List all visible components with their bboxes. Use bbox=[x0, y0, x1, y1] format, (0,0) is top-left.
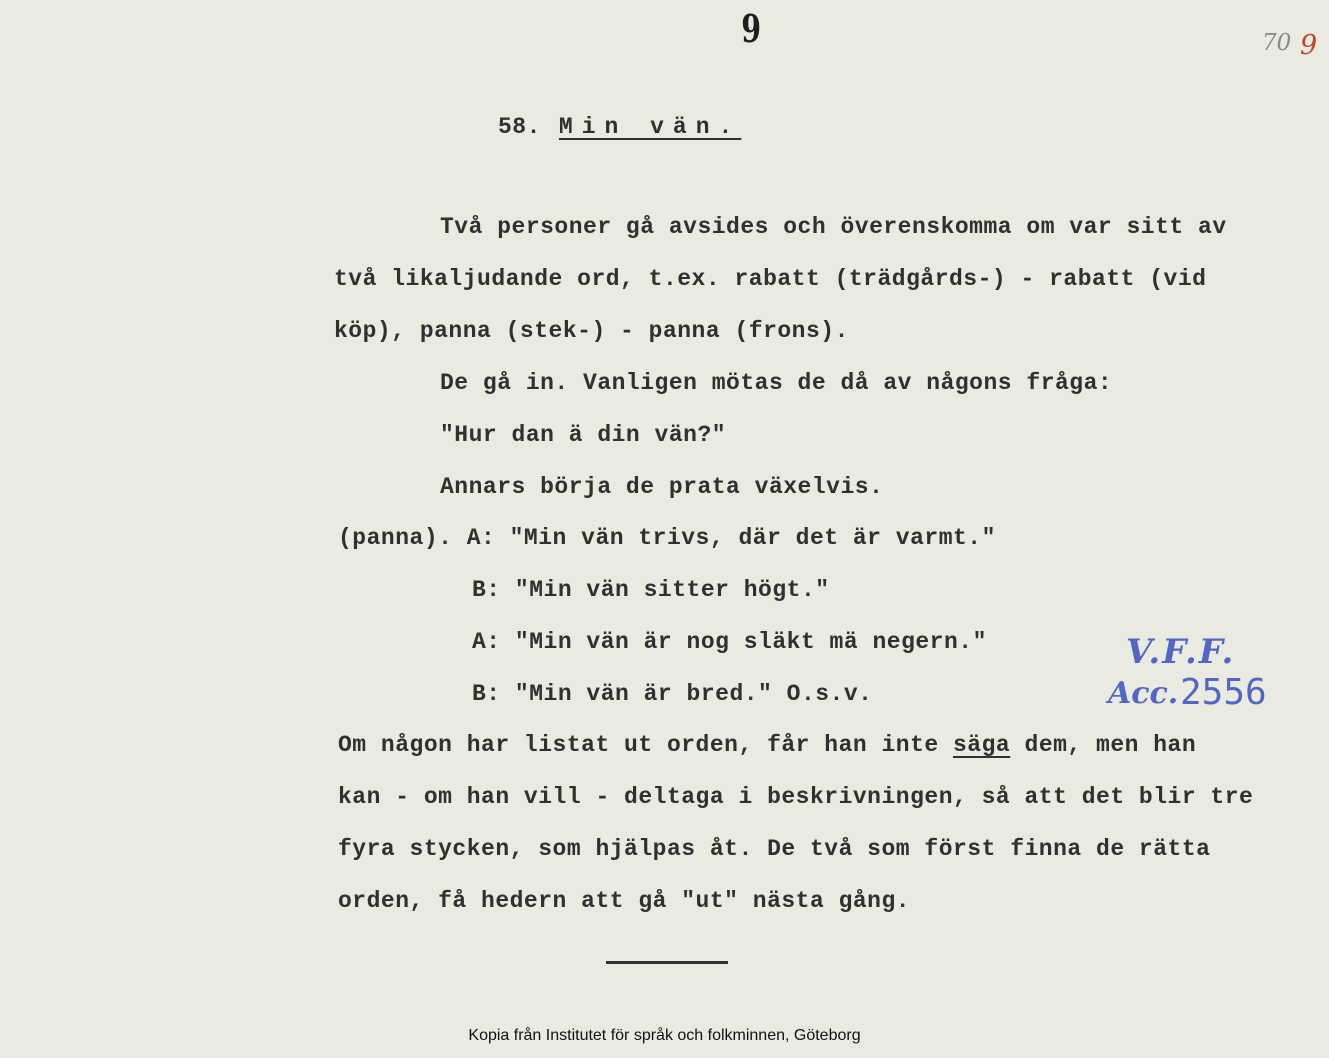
paragraph-2: De gå in. Vanligen mötas de då av någons fråga: bbox=[440, 370, 1113, 396]
paragraph-3-quote: "Hur dan ä din vän?" bbox=[440, 422, 727, 448]
dialogue-line-1: (panna). A: "Min vän trivs, där det är varmt." bbox=[338, 525, 996, 551]
paragraph-1-line-3: köp), panna (stek-) - panna (frons). bbox=[334, 318, 849, 344]
paragraph-1-line-2: två likaljudande ord, t.ex. rabatt (trädgårds-) - rabatt (vid bbox=[334, 266, 1207, 292]
dialogue-line-4: B: "Min vän är bred." O.s.v. bbox=[472, 681, 873, 707]
stamp-initials: V.F.F. bbox=[1126, 632, 1236, 672]
paragraph-5-line-1 bbox=[338, 732, 1196, 758]
section-heading bbox=[498, 114, 741, 140]
stamp-acc-number: 2556 bbox=[1180, 672, 1267, 713]
paragraph-1-line-1: Två personer gå avsides och överenskomma om var sitt av bbox=[440, 214, 1227, 240]
handwritten-page-number-red: 9 bbox=[1300, 30, 1318, 61]
paragraph-5-line-2: kan - om han vill - deltaga i beskrivningen, så att det blir tre bbox=[338, 784, 1254, 810]
closing-rule bbox=[606, 961, 728, 964]
paragraph-5-line-1-end: dem, men han bbox=[1010, 732, 1197, 758]
paragraph-5-line-4: orden, få hedern att gå "ut" nästa gång. bbox=[338, 888, 911, 914]
page-number: 9 bbox=[741, 6, 762, 51]
archive-footer: Kopia från Institutet för språk och folkminnen, Göteborg bbox=[468, 1027, 861, 1044]
dialogue-line-3: A: "Min vän är nog släkt mä negern." bbox=[472, 629, 987, 655]
paragraph-5-line-1-start: Om någon har listat ut orden, får han inte bbox=[338, 732, 953, 758]
stamp-acc-label: Acc. bbox=[1108, 676, 1179, 711]
section-number: 58. bbox=[498, 114, 541, 140]
handwritten-page-number-grey: 70 bbox=[1262, 30, 1292, 56]
dialogue-line-2: B: "Min vän sitter högt." bbox=[472, 577, 830, 603]
archive-stamp bbox=[1100, 632, 1300, 722]
section-title: Min vän. bbox=[558, 114, 742, 140]
paragraph-4: Annars börja de prata växelvis. bbox=[440, 474, 884, 500]
paragraph-5-line-3: fyra stycken, som hjälpas åt. De två som först finna de rätta bbox=[338, 836, 1211, 862]
underlined-word: säga bbox=[953, 732, 1011, 758]
